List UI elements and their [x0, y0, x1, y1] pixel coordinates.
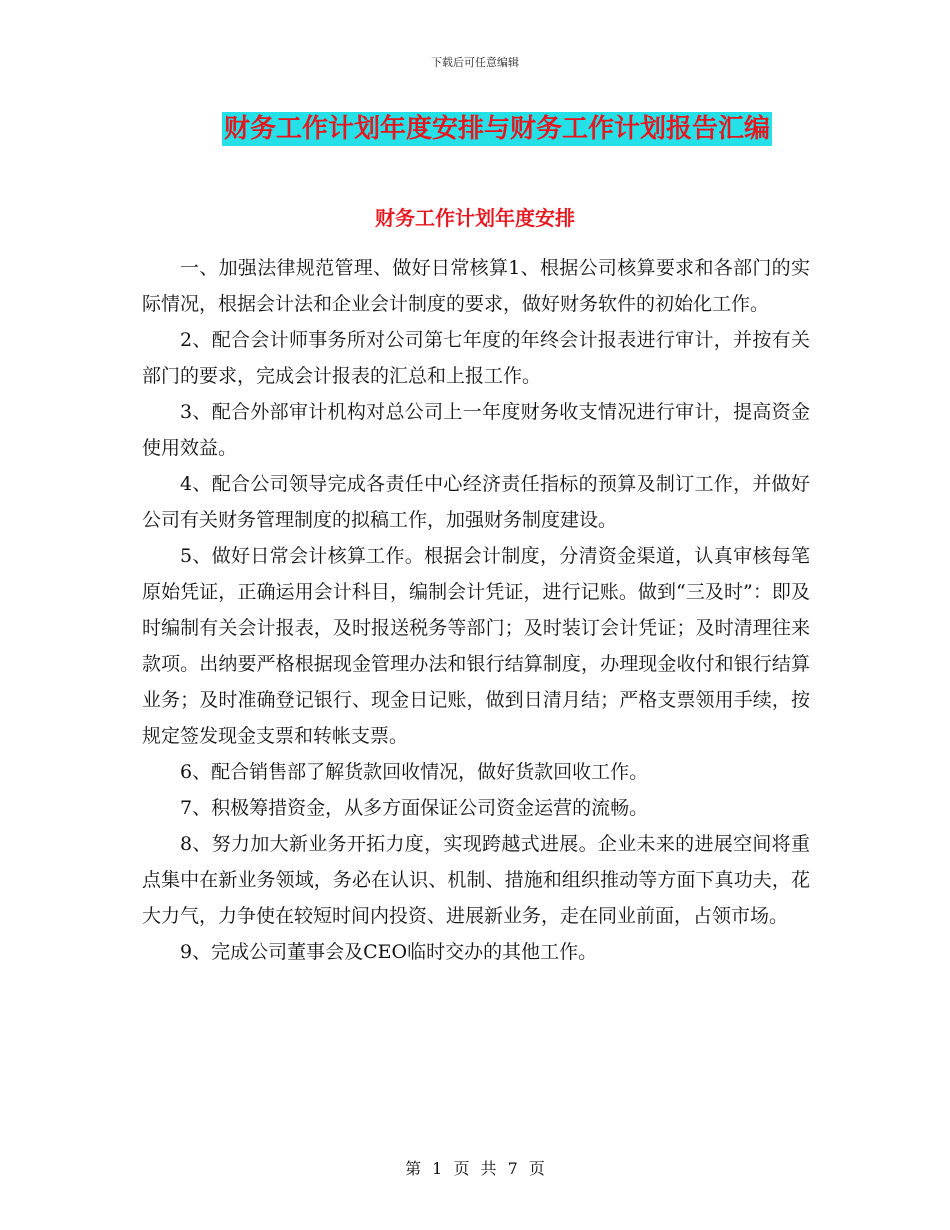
document-body — [142, 250, 810, 970]
page-footer: 第 1 页 共 7 页 — [405, 1159, 545, 1178]
paragraph-9: 9、完成公司董事会及CEO临时交办的其他工作。 — [180, 941, 598, 963]
paragraph-5: 5、做好日常会计核算工作。根据会计制度，分清资金渠道，认真审核每笔原始凭证，正确运用会计科目，编制会计凭证，进行记账。做到“三及时”：即及时编制有关会计报表，及时报送税务等部门；及时装订会计凭证；及时清理往来款项。出纳要严格根据现金管理办法和银行结算制度，办理现金收付和银行结算业务；及时准确登记银行、现金日记账，做到日清月结；严格支票领用手续，按规定签发现金支票和转帐支票。 — [142, 545, 810, 747]
paragraph-8: 8、努力加大新业务开拓力度，实现跨越式进展。企业未来的进展空间将重点集中在新业务领域，务必在认识、机制、措施和组织推动等方面下真功夫，花大力气，力争使在较短时间内投资、进展新业务，走在同业前面，占领市场。 — [142, 833, 810, 927]
paragraph-4: 4、配合公司领导完成各责任中心经济责任指标的预算及制订工作，并做好公司有关财务管理制度的拟稿工作，加强财务制度建设。 — [142, 473, 810, 531]
header-note: 下载后可任意编辑 — [431, 56, 519, 69]
section-title: 财务工作计划年度安排 — [375, 206, 575, 230]
paragraph-7: 7、积极筹措资金，从多方面保证公司资金运营的流畅。 — [180, 797, 649, 819]
paragraph-3: 3、配合外部审计机构对总公司上一年度财务收支情况进行审计，提高资金使用效益。 — [142, 401, 810, 459]
paragraph-6: 6、配合销售部了解货款回收情况，做好货款回收工作。 — [180, 761, 649, 783]
paragraph-2: 2、配合会计师事务所对公司第七年度的年终会计报表进行审计，并按有关部门的要求，完成会计报表的汇总和上报工作。 — [142, 329, 810, 387]
paragraph-1: 一、加强法律规范管理、做好日常核算1、根据公司核算要求和各部门的实际情况，根据会计法和企业会计制度的要求，做好财务软件的初始化工作。 — [142, 257, 810, 315]
document-title: 财务工作计划年度安排与财务工作计划报告汇编 — [224, 114, 771, 144]
